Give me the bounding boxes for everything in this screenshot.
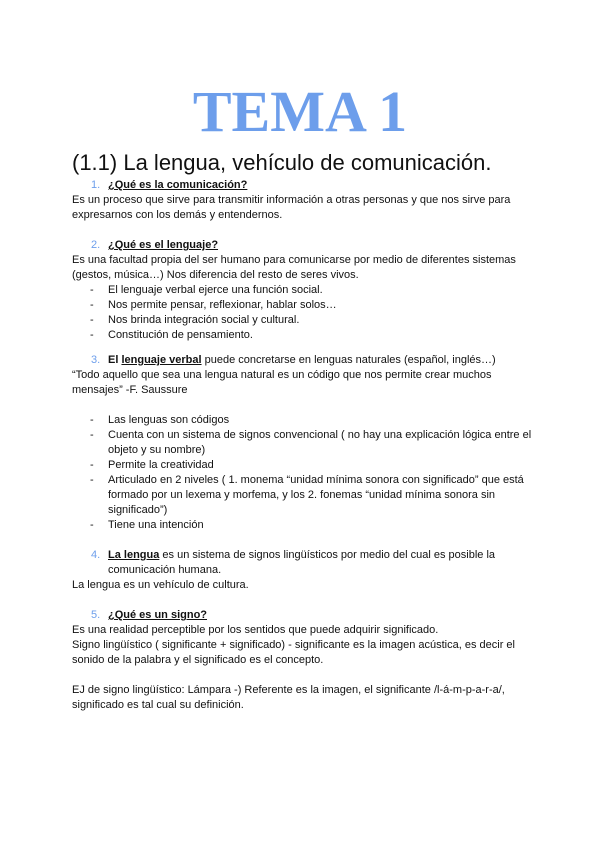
inline-text: puede concretarse en lenguas naturales (español, inglés…) [201, 354, 496, 366]
paragraph: Es una facultad propia del ser humano para comunicarse por medio de diferentes sistemas (gestos, música…) Nos diferencia del resto de seres vivos. [72, 254, 516, 281]
list-item: - Cuenta con un sistema de signos convencional ( no hay una explicación lógica entre el objeto y su nombre) [72, 428, 532, 458]
question-heading-2 [72, 238, 532, 253]
section-subtitle: (1.1) La lengua, vehículo de comunicación. [72, 150, 492, 175]
list-number: 4. [91, 549, 101, 561]
list-item: - Las lenguas son códigos [72, 413, 532, 428]
list-item: - Nos brinda integración social y cultural. [72, 313, 532, 328]
list-item: - Tiene una intención [72, 518, 532, 533]
inline-text: es un sistema de signos lingüísticos por medio del cual es posible la comunicación humana. [108, 549, 496, 576]
key-term: La lengua [108, 549, 160, 561]
example-paragraph: EJ de signo lingüístico: Lámpara -) Referente es la imagen, el significante /l-á-m-p-a-r-a/, significado es tal cual su definición. [72, 684, 505, 711]
lead-text: El [108, 354, 122, 366]
paragraph: Es una realidad perceptible por los sentidos que puede adquirir significado. [72, 624, 439, 636]
list-number: 1. [91, 179, 101, 191]
list-item: - Articulado en 2 niveles ( 1. monema “unidad mínima sonora con significado” que está formado por un lexema y morfema, y los 2. fonemas “unidad mínima sonora sin significado”) [72, 473, 532, 518]
paragraph: La lengua es un vehículo de cultura. [72, 579, 249, 591]
question-heading-4 [72, 548, 532, 578]
question-heading-3 [72, 353, 532, 368]
page-title: TEMA 1 [192, 79, 408, 144]
document-body [72, 178, 532, 713]
question-heading-1 [72, 178, 532, 193]
list-number: 3. [91, 354, 101, 366]
bullet-list [72, 413, 532, 533]
list-item: - Nos permite pensar, reflexionar, hablar solos… [72, 298, 532, 313]
list-item: - El lenguaje verbal ejerce una función social. [72, 283, 532, 298]
question-heading-5 [72, 608, 532, 623]
list-number: 5. [91, 609, 101, 621]
key-term: lenguaje verbal [121, 354, 202, 366]
list-item: - Constitución de pensamiento. [72, 328, 532, 343]
quote-paragraph: “Todo aquello que sea una lengua natural es un código que nos permite crear muchos mensajes” -F. Saussure [72, 369, 492, 396]
question-text: ¿Qué es el lenguaje? [108, 239, 219, 251]
list-item: - Permite la creatividad [72, 458, 532, 473]
question-text: ¿Qué es la comunicación? [108, 179, 248, 191]
question-text: ¿Qué es un signo? [108, 609, 208, 621]
paragraph: Signo lingüístico ( significante + significado) - significante es la imagen acústica, es decir el sonido de la palabra y el significado es el concepto. [72, 639, 515, 666]
list-number: 2. [91, 239, 101, 251]
paragraph: Es un proceso que sirve para transmitir información a otras personas y que nos sirve para expresarnos con los demás y entendernos. [72, 194, 511, 221]
bullet-list [72, 283, 532, 343]
